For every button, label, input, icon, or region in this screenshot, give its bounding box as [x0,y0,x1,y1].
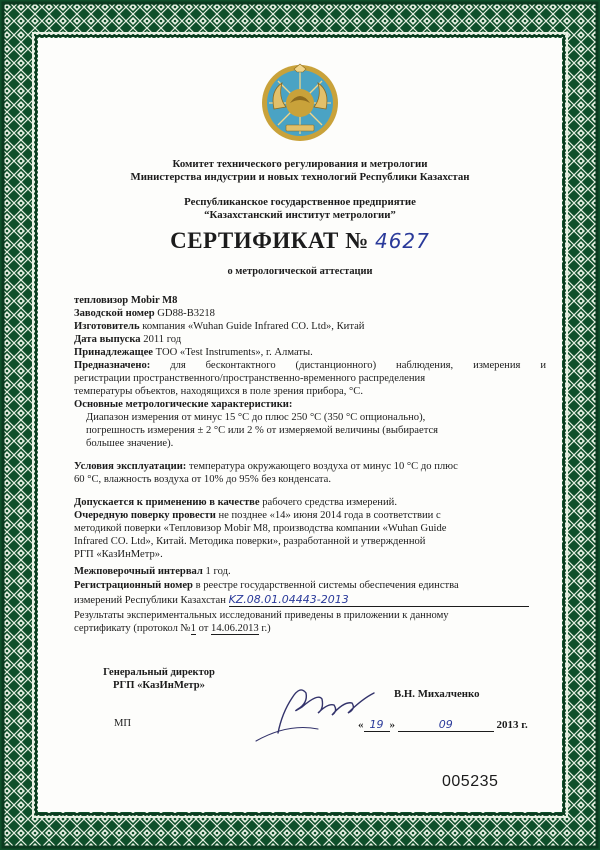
date-open-quote: « [358,719,364,731]
device-name: тепловизор Mobir M8 [74,295,178,306]
admission-value: рабочего средства измерений. [262,497,397,508]
date-day: 19 [364,718,390,732]
next-check-line1 [74,509,546,522]
characteristics-line2: погрешность измерения ± 2 °С или 2 % от измеряемой величины (выбирается [86,425,439,436]
serial-value: GD88-B3218 [157,308,215,319]
purpose-line3: температуры объектов, находящихся в поле зрения прибора, °С. [74,386,363,397]
next-check-line3: Infrared CO. Ltd», Китай. Методика поверки», разработанной и утвержденной [74,536,426,547]
conditions-label: Условия эксплуатации: [74,461,187,472]
director-title-line2: РГП «КазИнМетр» [113,680,205,691]
characteristics-line1: Диапазон измерения от минус 15 °С до плюс 250 °С (350 °С опционально), [86,412,426,423]
kazakhstan-emblem-icon [260,63,340,143]
conditions-text1: температура окружающего воздуха от минус 10 °С до плюс [189,461,458,472]
year-value: 2011 год [143,334,182,345]
stamp-label: МП [114,718,132,729]
registry-number: KZ.08.01.04443-2013 [229,593,529,607]
owner-row [74,346,546,359]
next-check-line4: РГП «КазИнМетр». [74,549,163,560]
date-year: 2013 г. [496,719,528,731]
results-post: г.) [261,623,271,634]
conditions-line2: 60 °С, влажность воздуха от 10% до 95% без конденсата. [74,474,331,485]
protocol-date: 14.06.2013 [211,623,259,634]
results-line2 [74,622,546,635]
interval-value: 1 год. [205,566,231,577]
enterprise-line2: “Казахстанский институт метрологии” [204,209,396,221]
director-title-line1: Генеральный директор [103,667,215,678]
certificate-title-text: СЕРТИФИКАТ № [170,228,369,253]
manufacturer-row [74,320,546,333]
owner-label: Принадлежащее [74,347,153,358]
purpose-line1 [74,359,546,372]
registry-text1: в реестре государственной системы обеспечения единства [195,580,459,591]
protocol-number: 1 [190,623,196,634]
next-check-line2: методикой поверки «Тепловизор Mobir M8, производства компании «Wuhan Guide [74,523,447,534]
next-check-label: Очередную поверку провести [74,510,216,521]
certificate-subtitle: о метрологической аттестации [227,266,373,277]
next-check-text1: не позднее «14» июня 2014 года в соответствии с [218,510,441,521]
certificate-title [38,228,562,254]
characteristics-line3: большее значение). [86,438,174,449]
certificate-number: 4627 [374,229,430,253]
conditions-line1 [74,460,546,473]
manufacturer-value: компания «Wuhan Guide Infrared CO. Ltd», Китай [142,321,365,332]
director-title [74,666,244,692]
admission-row [74,496,546,509]
results-mid: от [198,623,209,634]
registry-label: Регистрационный номер [74,580,193,591]
registry-line1 [74,579,546,592]
certificate-paper [38,38,562,812]
date-month: 09 [398,718,494,732]
serial-label: Заводской номер [74,308,155,319]
characteristics-label: Основные метрологические характеристики: [74,399,293,410]
results-pre: сертификату (протокол № [74,623,191,634]
owner-value: ТОО «Test Instruments», г. Алматы. [155,347,313,358]
interval-label: Межповерочный интервал [74,566,203,577]
registry-line2 [74,593,546,607]
purpose-label: Предназначено: [74,360,151,371]
org-name-line1: Комитет технического регулирования и метрологии [172,158,428,170]
year-row [74,333,546,346]
signature-date [358,718,528,732]
purpose-line2: регистрации пространственного/пространственно-временного распределения [74,373,426,384]
serial-number: 005235 [442,773,499,790]
date-close-quote: » [389,719,395,731]
enterprise-line1: Республиканское государственное предприятие [184,196,416,208]
interval-row [74,565,546,578]
registry-text2: измерений Республики Казахстан [74,595,226,606]
org-name-line2: Министерства индустрии и новых технологий Республики Казахстан [130,171,470,183]
serial-row [74,307,546,320]
manufacturer-label: Изготовитель [74,321,140,332]
director-name: В.Н. Михалченко [394,688,480,700]
admission-label: Допускается к применению в качестве [74,497,260,508]
year-label: Дата выпуска [74,334,141,345]
results-line1: Результаты экспериментальных исследований приведены в приложении к данному [74,610,449,621]
purpose-text1: для бесконтактного (дистанционного) наблюдения, измерения и [170,360,546,371]
